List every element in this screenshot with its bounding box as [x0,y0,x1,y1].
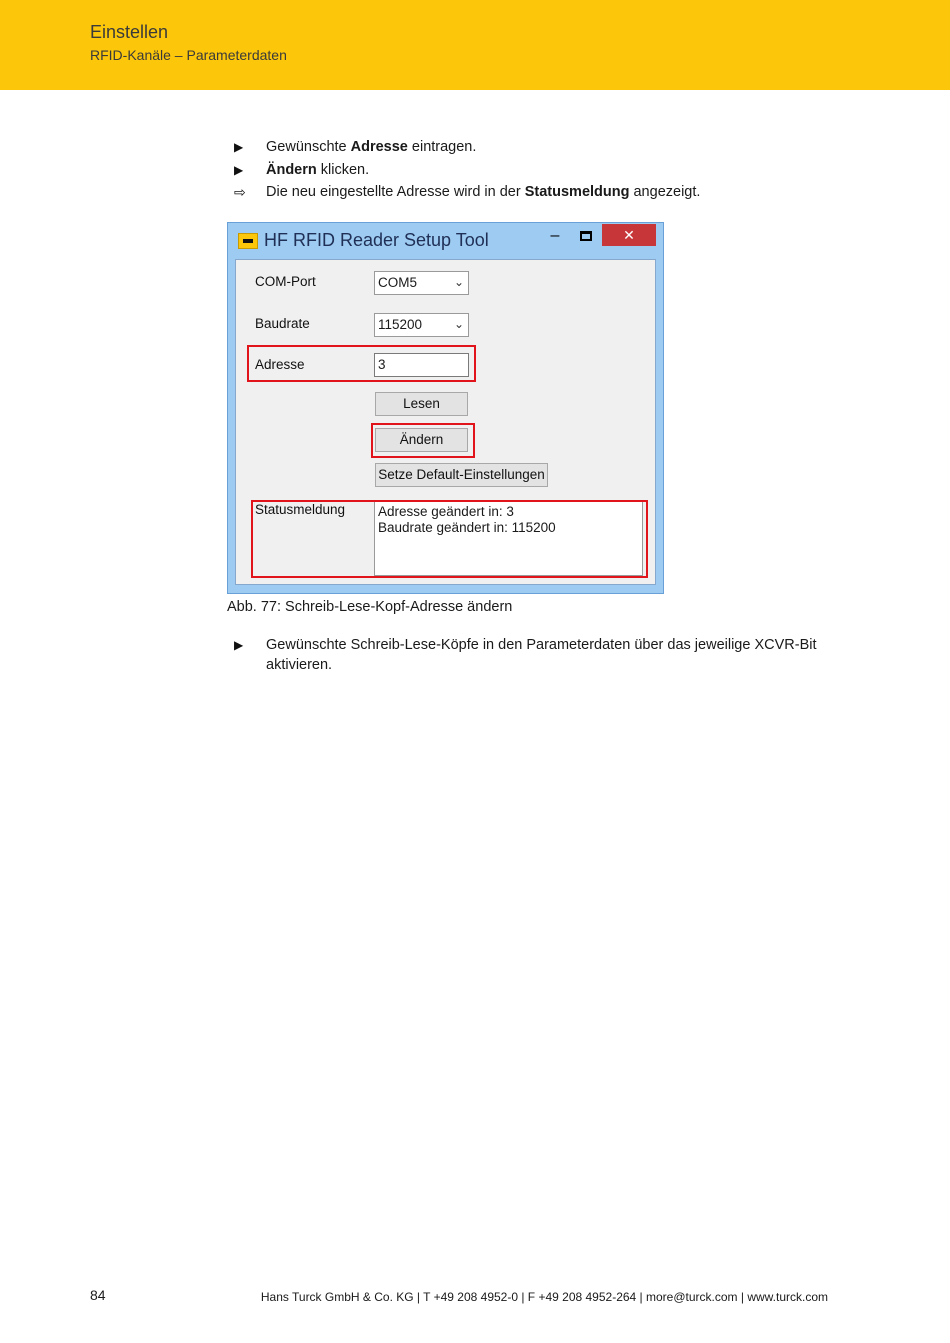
minimize-button[interactable]: – [550,227,560,244]
chevron-down-icon: ⌄ [453,317,464,331]
setup-tool-window [227,222,664,594]
instruction-list [234,136,700,204]
status-line: Baudrate geändert in: 115200 [378,520,556,535]
close-button[interactable]: ✕ [602,224,656,246]
aendern-button[interactable]: Ändern [375,428,468,452]
result-step: ⇨ Die neu eingestellte Adresse wird in der Statusmeldung angezeigt. [234,181,700,204]
page-header [0,0,950,90]
maximize-icon [580,231,592,241]
adresse-label: Adresse [255,357,305,372]
result-arrow-icon: ⇨ [234,184,246,200]
bullet-arrow-icon: ▶ [234,140,244,154]
figure-caption: Abb. 77: Schreib-Lese-Kopf-Adresse ändern [227,599,513,615]
maximize-button[interactable] [575,227,597,247]
chapter-title: Einstellen [90,22,169,42]
lesen-button[interactable]: Lesen [375,392,468,416]
window-client-area [235,259,656,585]
default-settings-button[interactable]: Setze Default-Einstellungen [375,463,548,487]
page-number: 84 [90,1287,106,1303]
adresse-input[interactable]: 3 [374,353,469,377]
instruction-step: ▶ Gewünschte Adresse eintragen. [234,136,700,159]
aendern-highlight [371,423,475,458]
bullet-arrow-icon: ▶ [234,638,244,652]
bullet-arrow-icon: ▶ [234,162,244,177]
status-line: Adresse geändert in: 3 [378,504,514,519]
instruction-step: ▶ Ändern klicken. [234,159,700,182]
section-subtitle: RFID-Kanäle – Parameterdaten [90,47,287,63]
chevron-down-icon: ⌄ [453,275,464,289]
instruction-step: ▶ Gewünschte Schreib-Lese-Köpfe in den Parameterdaten über das jeweilige XCVR-Bit aktivieren. [234,637,817,673]
adresse-highlight [247,345,476,382]
app-icon [238,233,258,249]
status-highlight [251,500,648,578]
com-port-label: COM-Port [255,274,316,289]
baudrate-select[interactable]: 115200 ⌄ [374,313,469,337]
com-port-select[interactable]: COM5 ⌄ [374,271,469,295]
baudrate-label: Baudrate [255,316,310,331]
window-title: HF RFID Reader Setup Tool [264,230,489,250]
footer-contact: Hans Turck GmbH & Co. KG | T +49 208 4952-0 | F +49 208 4952-264 | more@turck.com | www.turck.com [260,1290,828,1304]
status-label: Statusmeldung [255,502,346,517]
